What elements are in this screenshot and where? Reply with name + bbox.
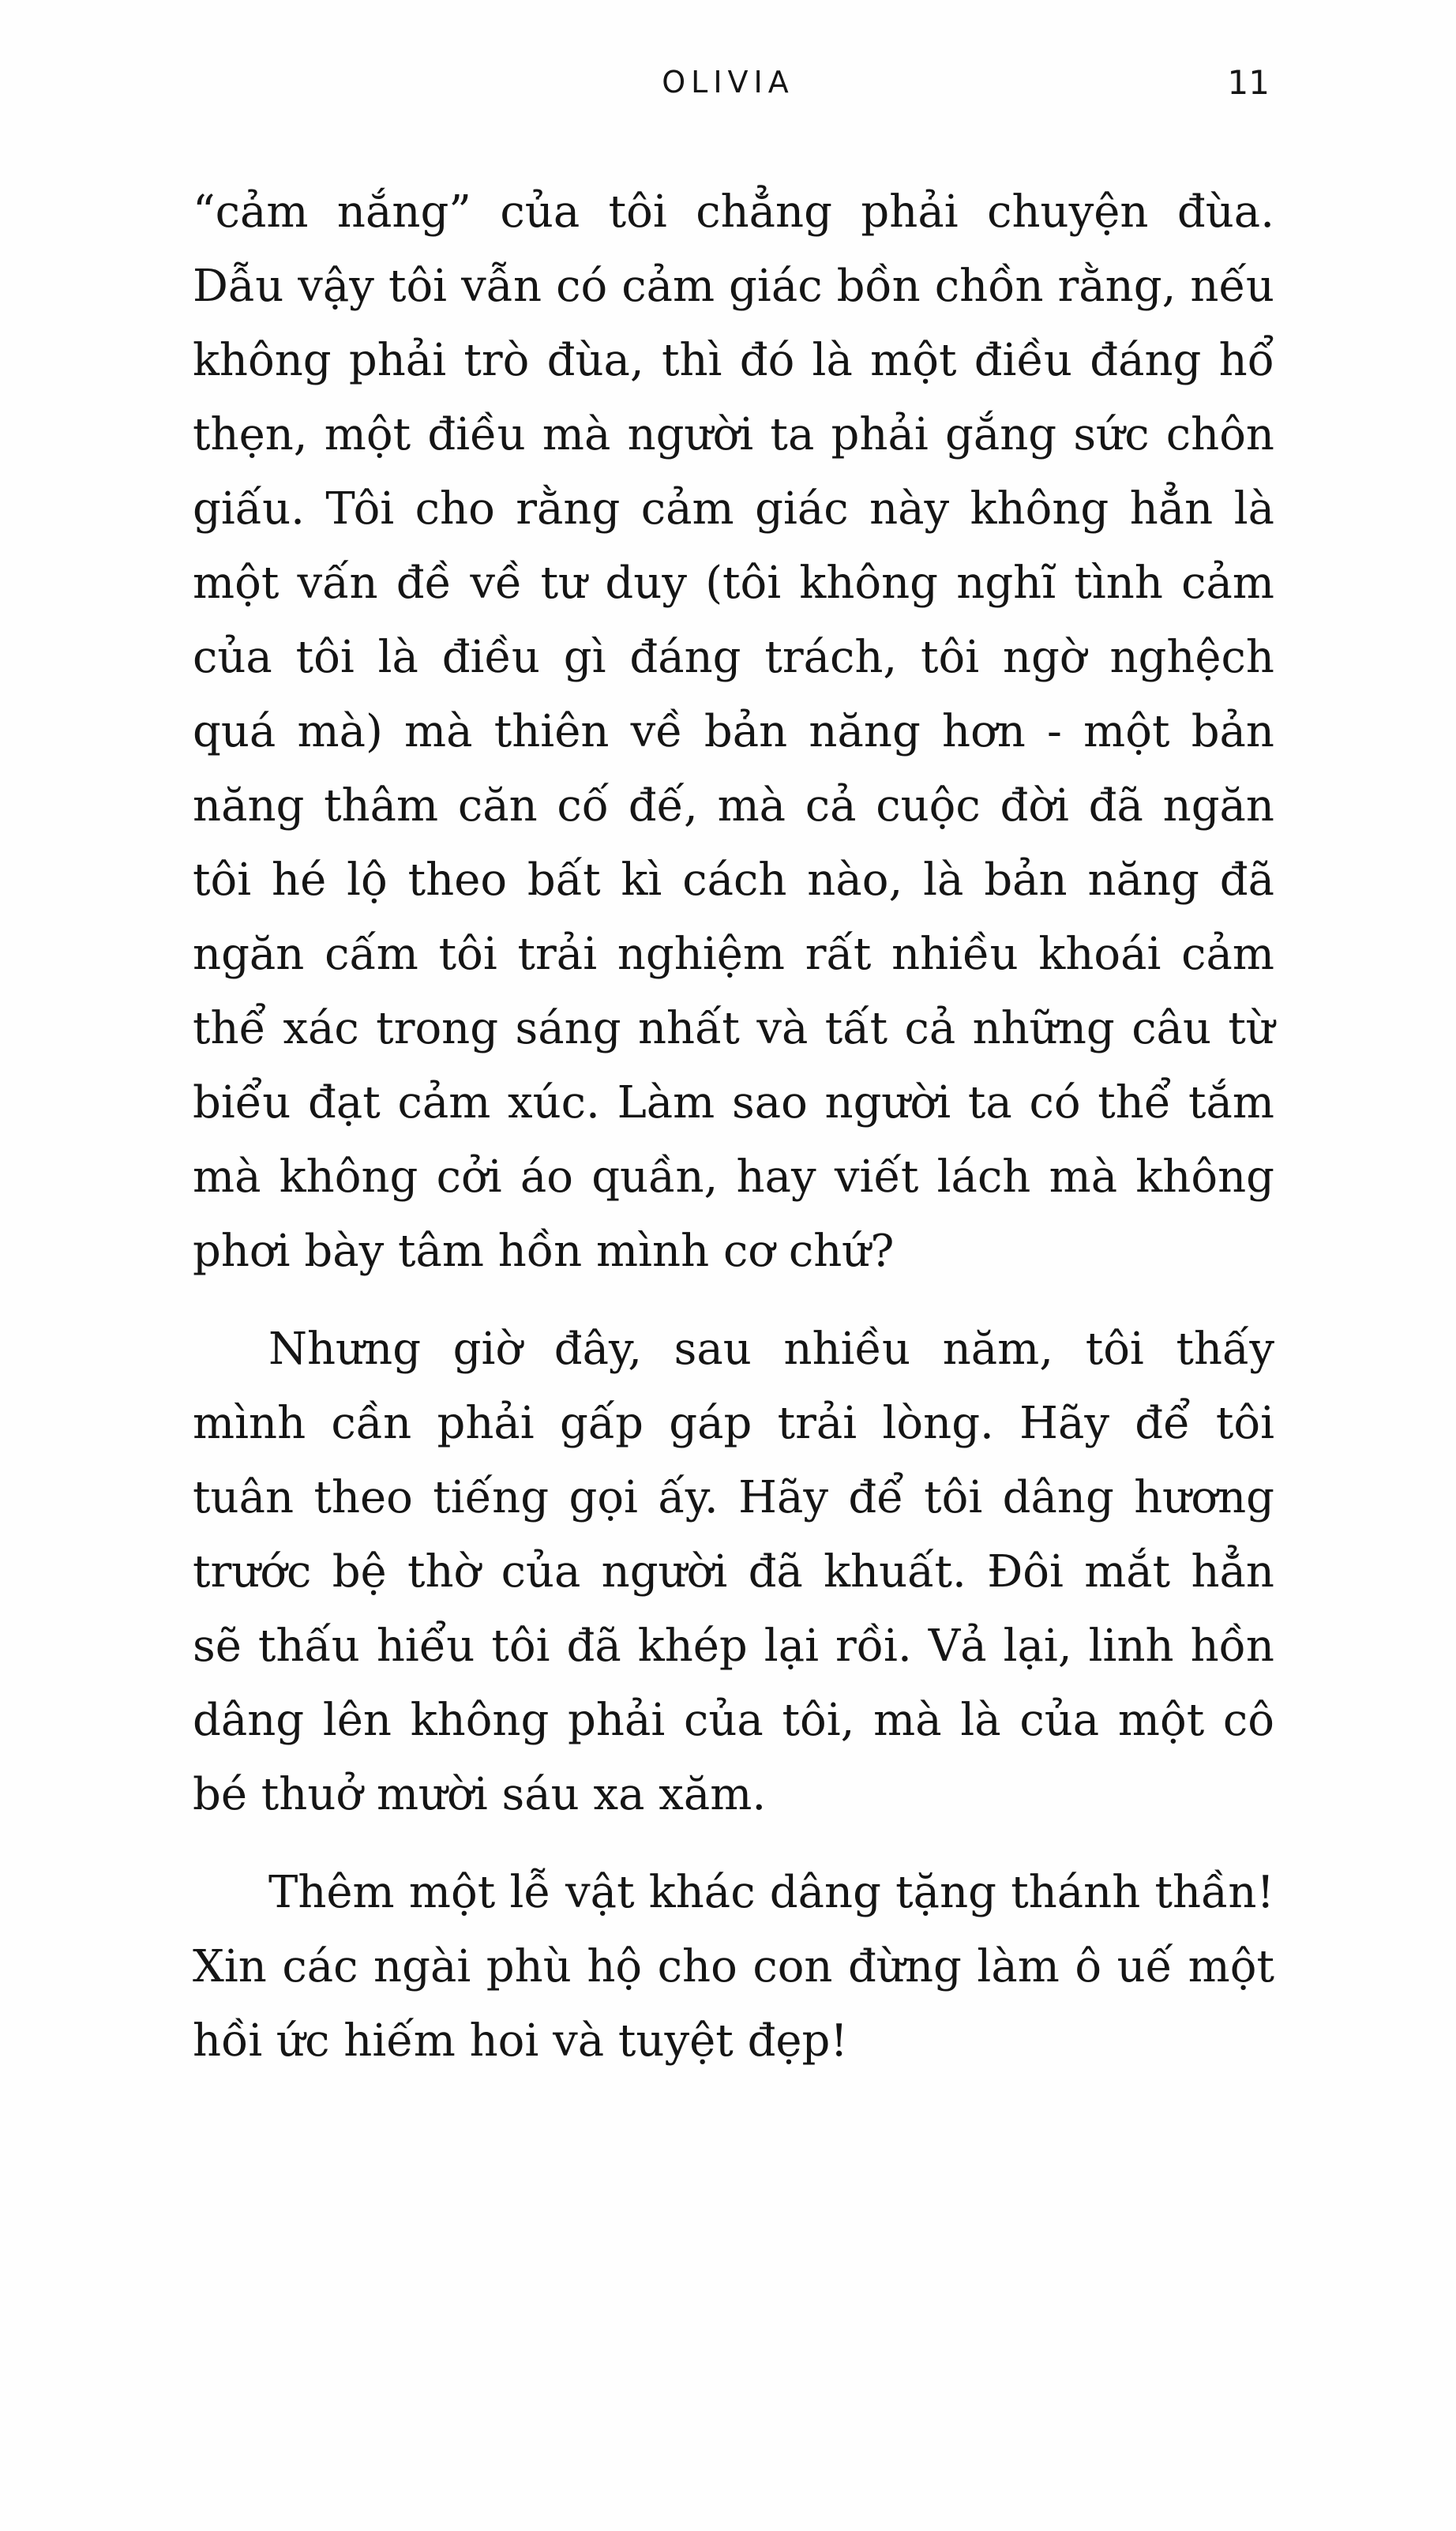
running-head [0,65,1456,112]
body-text [193,175,1274,2078]
paragraph-3: Thêm một lễ vật khác dâng tặng thánh thần! Xin các ngài phù hộ cho con đừng làm ô uế một hồi ức hiếm hoi và tuyệt đẹp! [193,1867,1274,2067]
paragraph-2: Nhưng giờ đây, sau nhiều năm, tôi thấy mình cần phải gấp gáp trải lòng. Hãy để tôi tuân theo tiếng gọi ấy. Hãy để tôi dâng hương trước bệ thờ của người đã khuất. Đôi mắt hẳn sẽ thấu hiểu tôi đã khép lại rồi. Vả lại, linh hồn dâng lên không phải của tôi, mà là của một cô bé thuở mười sáu xa xăm. [193,1324,1274,1820]
paragraph-1: “cảm nắng” của tôi chẳng phải chuyện đùa. Dẫu vậy tôi vẫn có cảm giác bồn chồn rằng, nếu không phải trò đùa, thì đó là một điều đáng hổ thẹn, một điều mà người ta phải gắng sức chôn giấu. Tôi cho rằng cảm giác này không hẳn là một vấn đề về tư duy (tôi không nghĩ tình cảm của tôi là điều gì đáng trách, tôi ngờ nghệch quá mà) mà thiên về bản năng hơn - một bản năng thâm căn cố đế, mà cả cuộc đời đã ngăn tôi hé lộ theo bất kì cách nào, là bản năng đã ngăn cấm tôi trải nghiệm rất nhiều khoái cảm thể xác trong sáng nhất và tất cả những câu từ biểu đạt cảm xúc. Làm sao người ta có thể tắm mà không cởi áo quần, hay viết lách mà không phơi bày tâm hồn mình cơ chứ? [193,186,1274,1277]
page-number: 11 [1227,63,1270,102]
running-title: OLIVIA [662,65,794,100]
